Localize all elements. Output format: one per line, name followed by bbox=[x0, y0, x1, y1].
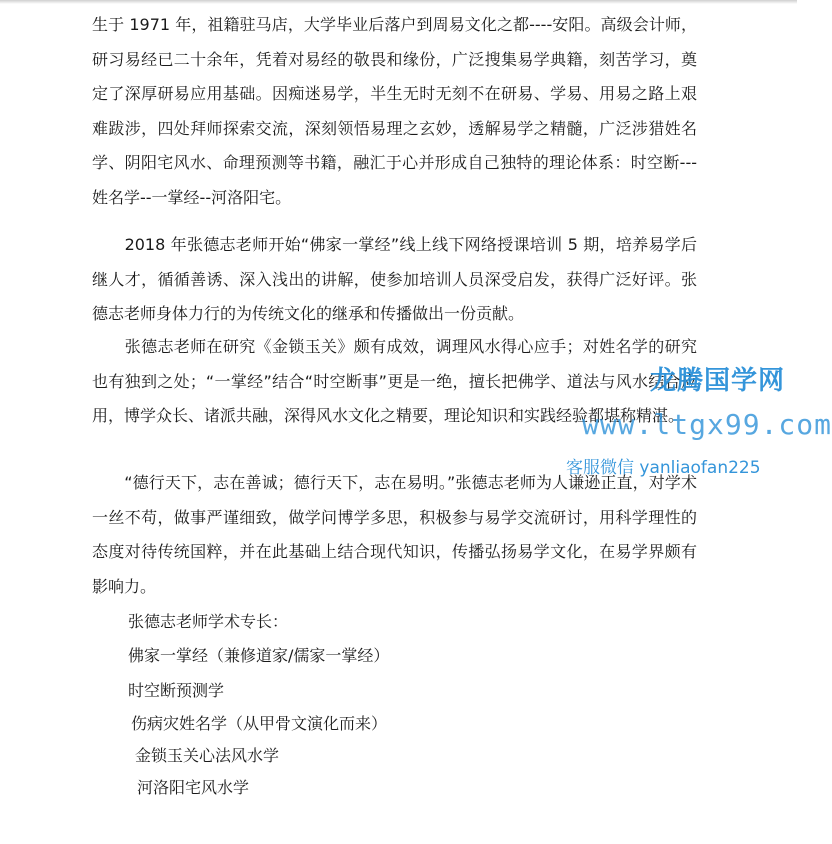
training-paragraph: 2018 年张德志老师开始“佛家一掌经”线上线下网络授课培训 5 期，培养易学后继人才，循循善诱、深入浅出的讲解，使参加培训人员深受启发，获得广泛好评。张德志老师身体力行的为传统文化的继承和传播做出一份贡献。 bbox=[92, 235, 697, 324]
specialty-item: 河洛阳宅风水学 bbox=[137, 778, 250, 797]
specialty-item: 时空断预测学 bbox=[128, 681, 225, 700]
watermark-title: 龙腾国学网 bbox=[650, 366, 786, 396]
research-paragraph: 张德志老师在研究《金锁玉关》颇有成效，调理风水得心应手；对姓名学的研究也有独到之处；“一掌经”结合“时空断事”更是一绝，擅长把佛学、道法与风水结合应用，博学众长、诸派共融，深得风水文化之精要，理论知识和实践经验都堪称精湛。 bbox=[92, 337, 697, 426]
watermark-contact: 客服微信 yanliaofan225 bbox=[566, 458, 761, 478]
specialty-item: 佛家一掌经（兼修道家/儒家一掌经） bbox=[128, 646, 390, 665]
specialties-heading: 张德志老师学术专长： bbox=[128, 612, 289, 631]
watermark-url: www.ltgx99.com bbox=[582, 408, 832, 441]
scan-edge bbox=[0, 0, 797, 4]
bio-paragraph: 生于 1971 年，祖籍驻马店，大学毕业后落户到周易文化之都----安阳。高级会计师，研习易经已二十余年，凭着对易经的敬畏和缘份，广泛搜集易学典籍，刻苦学习，奠定了深厚研易应用基础。因痴迷易学，半生无时无刻不在研易、学易、用易之路上艰难跋涉，四处拜师探索交流，深刻领悟易理之玄妙，透解易学之精髓，广泛涉猎姓名学、阴阳宅风水、命理预测等书籍，融汇于心并形成自己独特的理论体系：时空断---姓名学--一掌经--河洛阳宅。 bbox=[92, 15, 697, 207]
character-paragraph: “德行天下，志在善诚；德行天下，志在易明。”张德志老师为人谦逊正直，对学术一丝不苟，做事严谨细致，做学问博学多思，积极参与易学交流研讨，用科学理性的态度对待传统国粹，并在此基础上结合现代知识，传播弘扬易学文化，在易学界颇有影响力。 bbox=[92, 473, 697, 596]
specialty-item: 金锁玉关心法风水学 bbox=[135, 746, 280, 765]
specialty-item: 伤病灾姓名学（从甲骨文演化而来） bbox=[131, 714, 388, 733]
